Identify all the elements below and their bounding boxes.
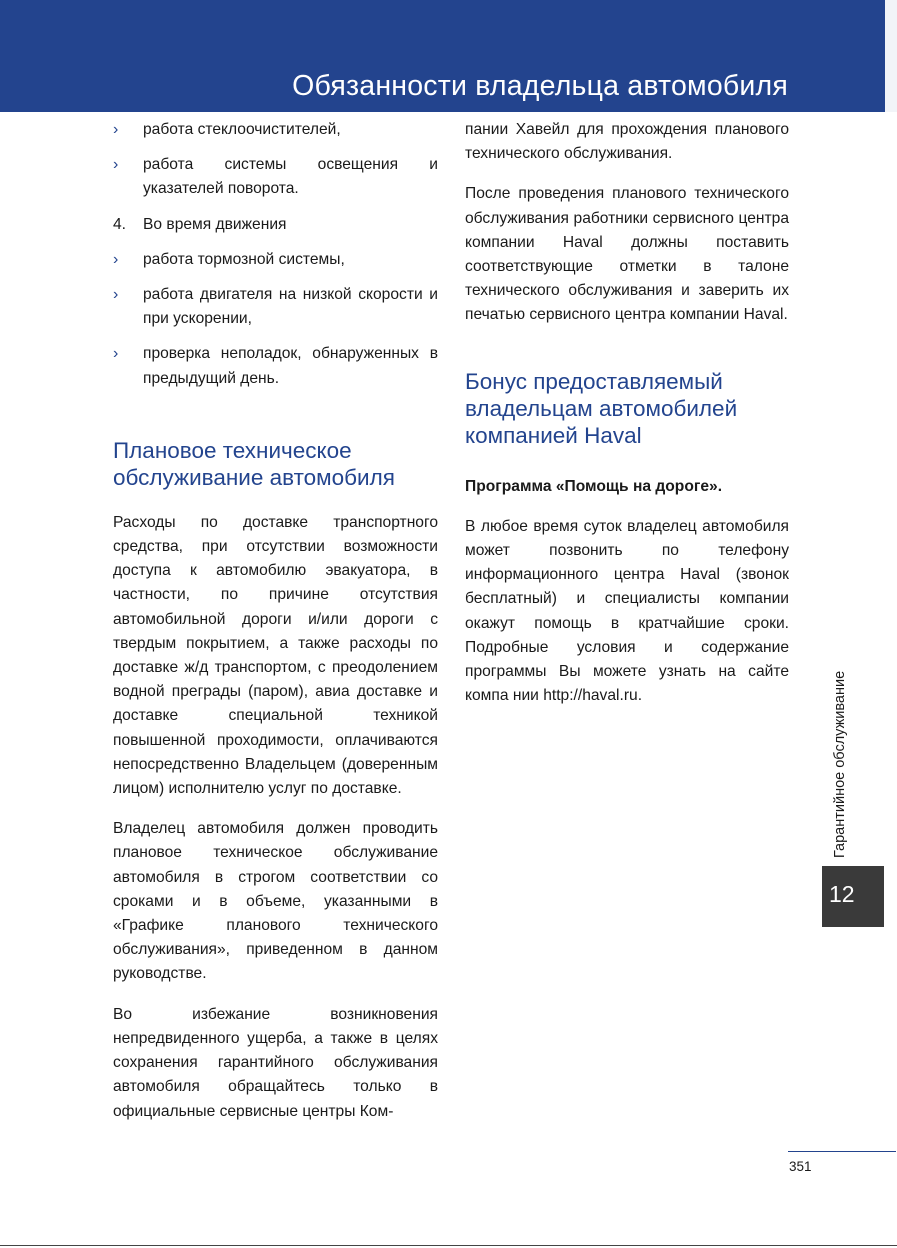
list-item [113,342,438,390]
item-number: 4. [113,215,127,233]
chevron-right-icon: › [113,121,119,138]
body-paragraph: После проведения планового технического обслуживания работники сервисного центра компании Haval должны поставить соответствующие отметки в талоне технического обслуживания и заверить их печатью сервисного центра компании Haval. [465,185,789,324]
right-column [465,118,789,724]
numbered-item-text: Во время движения [143,215,287,233]
section-heading-line: обслуживание автомобиля [113,464,395,490]
section-heading [113,437,438,491]
list-item-text: работа тормозной системы, [143,250,345,268]
body-paragraph: В любое время суток владелец автомобиля может позвонить по телефону информационного центра Haval (звонок бесплатный) и специалисты компании окажут помощь в кратчайшие сроки. Подробные условия и содержание программы Вы можете узнать на сайте компа нии http://haval.ru. [465,517,789,705]
chevron-right-icon: › [113,250,119,268]
section-heading-line: Бонус предоставляемый [465,368,723,394]
chapter-number: 12 [829,881,855,907]
list-item [113,283,438,331]
chapter-number-box [822,866,884,927]
body-paragraph: Владелец автомобиля должен проводить плановое техническое обслуживание автомобиля в строгом соответствии со сроками и в объеме, указанными в «Графике планового технического обслуживания», приведенном в данном руководстве. [113,820,438,983]
page-title: Обязанности владельца автомобиля [292,70,788,102]
body-paragraph: Расходы по доставке транспортного средства, при отсутствии возможности доступа к автомобилю эвакуатора, в частности, по причине отсутствия автомобильной дороги и/или дороги с твердым покрытием, а также расходы по доставке ж/д транспортом, с преодолением водной преграды (паром), авиа доставке и доставке специальной техникой повышенной проходимости, оплачиваются непосредственно Владельцем (доверенным лицом) исполнителю услуг по доставке. [113,513,438,798]
list-item-text: проверка неполадок, обнаруженных в предыдущий день. [143,345,438,387]
page-number: 351 [789,1159,812,1174]
list-item [113,248,438,272]
program-title: Программа «Помощь на дороге». [465,477,723,495]
numbered-item [113,213,438,237]
section-side-label: Гарантийное обслуживание [832,670,848,858]
list-item-text: работа системы освещения и указателей поворота. [143,156,438,198]
chevron-right-icon: › [113,286,119,304]
list-item [113,118,438,142]
header-edge [885,0,897,112]
chevron-right-icon: › [113,345,119,363]
list-item-text: работа стеклоочистителей, [143,121,341,138]
body-paragraph: Во избежание возникновения непредвиденного ущерба, а также в целях сохранения гарантийного обслуживания автомобиля обращайтесь только в официальные сервисные центры Ком- [113,1005,438,1120]
list-item [113,153,438,201]
page-header [0,0,885,112]
footer-divider [788,1151,896,1152]
bottom-rule [0,1245,897,1246]
left-column [113,118,438,1140]
list-item-text: работа двигателя на низкой скорости и при ускорении, [143,286,438,328]
section-heading-line: компанией Haval [465,422,642,448]
chevron-right-icon: › [113,156,119,174]
body-paragraph: пании Хавейл для прохождения планового технического обслуживания. [465,121,789,163]
section-heading [465,368,789,449]
section-heading-line: владельцам автомобилей [465,395,738,421]
section-heading-line: Плановое техническое [113,437,352,463]
